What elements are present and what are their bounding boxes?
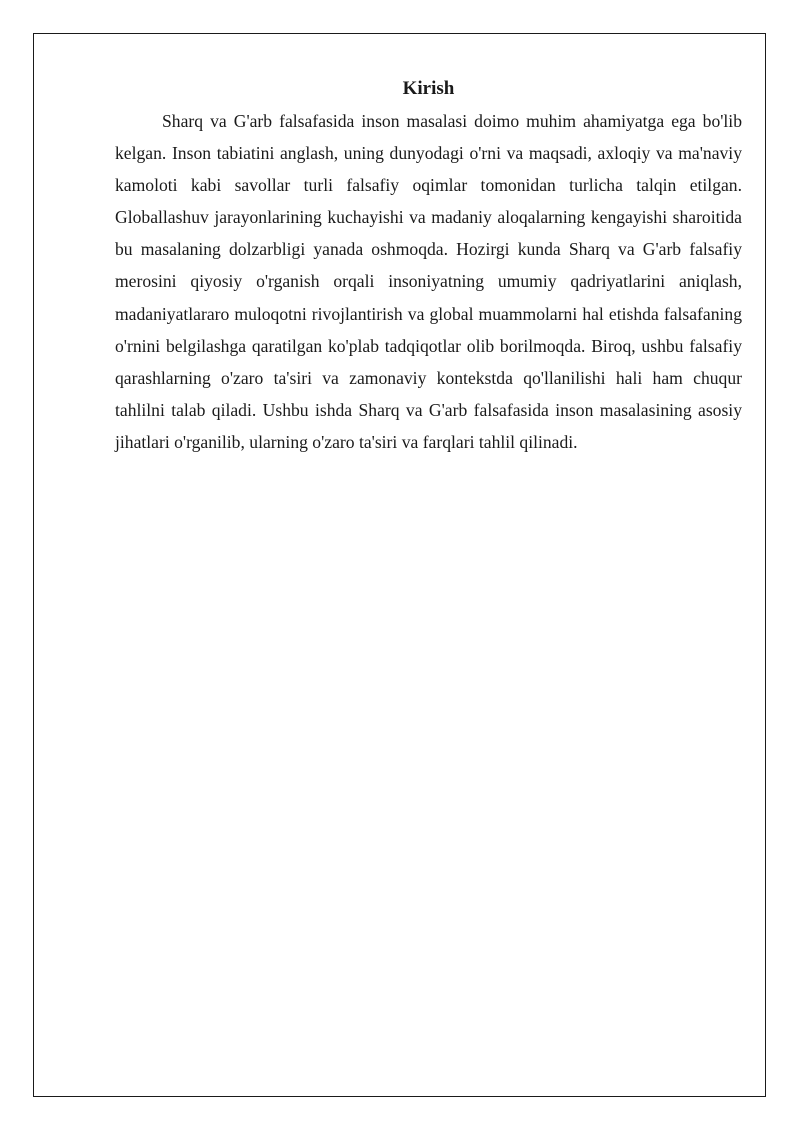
section-heading: Kirish xyxy=(402,78,455,99)
page-content xyxy=(115,75,742,458)
body-paragraph: Sharq va G'arb falsafasida inson masalasi doimo muhim ahamiyatga ega bo'lib kelgan. Inson tabiatini anglash, uning dunyodagi o'rni va maqsadi, axloqiy va ma'naviy kamoloti kabi savollar turli falsafiy oqimlar tomonidan turlicha talqin etilgan. Globallashuv jarayonlarining kuchayishi va madaniy aloqalarning kengayishi sharoitida bu masalaning dolzarbligi yanada oshmoqda. Hozirgi kunda Sharq va G'arb falsafiy merosini qiyosiy o'rganish orqali insoniyatning umumiy qadriyatlarini aniqlash, madaniyatlararo muloqotni rivojlantirish va global muammolarni hal etishda falsafaning o'rnini belgilashga qaratilgan ko'plab tadqiqotlar olib borilmoqda. Biroq, ushbu falsafiy qarashlarning o'zaro ta'siri va zamonaviy kontekstda qo'llanilishi hali ham chuqur tahlilni talab qiladi. Ushbu ishda Sharq va G'arb falsafasida inson masalasining asosiy jihatlari o'rganilib, ularning o'zaro ta'siri va farqlari tahlil qilinadi. xyxy=(115,111,742,452)
